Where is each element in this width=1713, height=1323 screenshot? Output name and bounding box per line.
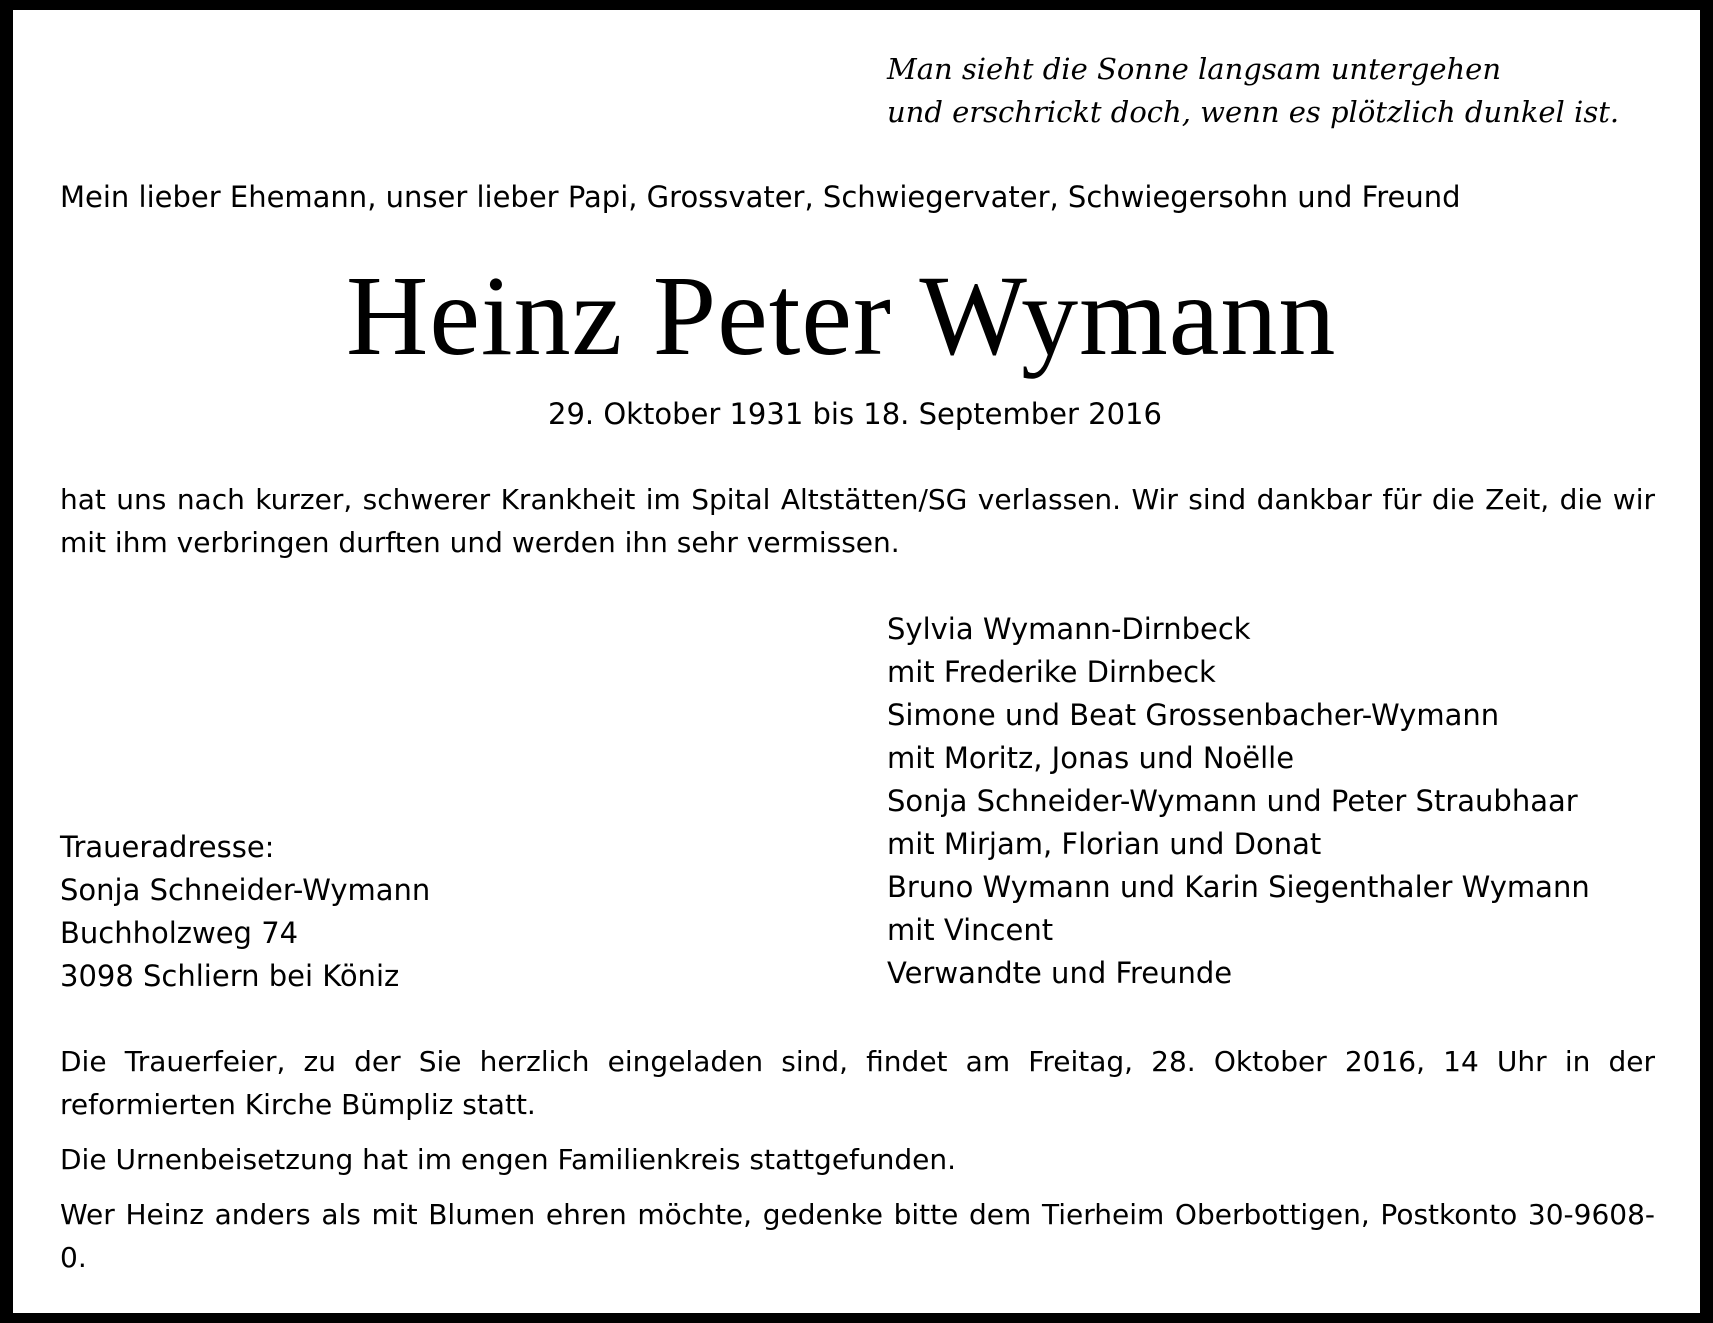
motto-line-2: und erschrickt doch, wenn es plötzlich dunkel ist. (887, 95, 1620, 129)
burial-paragraph: Die Urnenbeisetzung hat im engen Familienkreis stattgefunden. (60, 1143, 957, 1176)
mourner-line: mit Vincent (887, 913, 1054, 947)
address-city: 3098 Schliern bei Köniz (60, 959, 400, 993)
mourner-line: mit Mirjam, Florian und Donat (887, 827, 1322, 861)
mourner-line: Sylvia Wymann-Dirnbeck (887, 612, 1251, 646)
donation-paragraph: Wer Heinz anders als mit Blumen ehren möchte, gedenke bitte dem Tierheim Oberbottigen, Postkonto 30-9608-0. (60, 1198, 1655, 1274)
mourning-address (60, 826, 430, 998)
mourner-line: mit Frederike Dirnbeck (887, 655, 1216, 689)
intro-text: Mein lieber Ehemann, unser lieber Papi, Grossvater, Schwiegervater, Schwiegersohn und Freund (60, 180, 1461, 214)
mourner-line: mit Moritz, Jonas und Noëlle (887, 741, 1295, 775)
address-name: Sonja Schneider-Wymann (60, 873, 431, 907)
deceased-name: Heinz Peter Wymann (346, 252, 1337, 379)
mourner-line: Bruno Wymann und Karin Siegenthaler Wymann (887, 870, 1590, 904)
life-dates: 29. Oktober 1931 bis 18. September 2016 (548, 397, 1162, 431)
mourner-line: Simone und Beat Grossenbacher-Wymann (887, 698, 1500, 732)
address-street: Buchholzweg 74 (60, 916, 299, 950)
mourner-line: Sonja Schneider-Wymann und Peter Straubhaar (887, 784, 1578, 818)
motto-line-1: Man sieht die Sonne langsam untergehen (887, 52, 1501, 86)
service-paragraph: Die Trauerfeier, zu der Sie herzlich eingeladen sind, findet am Freitag, 28. Oktober 2016, 14 Uhr in der reformierten Kirche Bümpliz statt. (60, 1045, 1655, 1121)
message-paragraph: hat uns nach kurzer, schwerer Krankheit im Spital Altstätten/SG verlassen. Wir sind dankbar für die Zeit, die wir mit ihm verbringen durften und werden ihn sehr vermissen. (60, 483, 1655, 559)
mourners-list (887, 608, 1590, 995)
mourner-line: Verwandte und Freunde (887, 956, 1233, 990)
address-label: Traueradresse: (60, 830, 275, 864)
